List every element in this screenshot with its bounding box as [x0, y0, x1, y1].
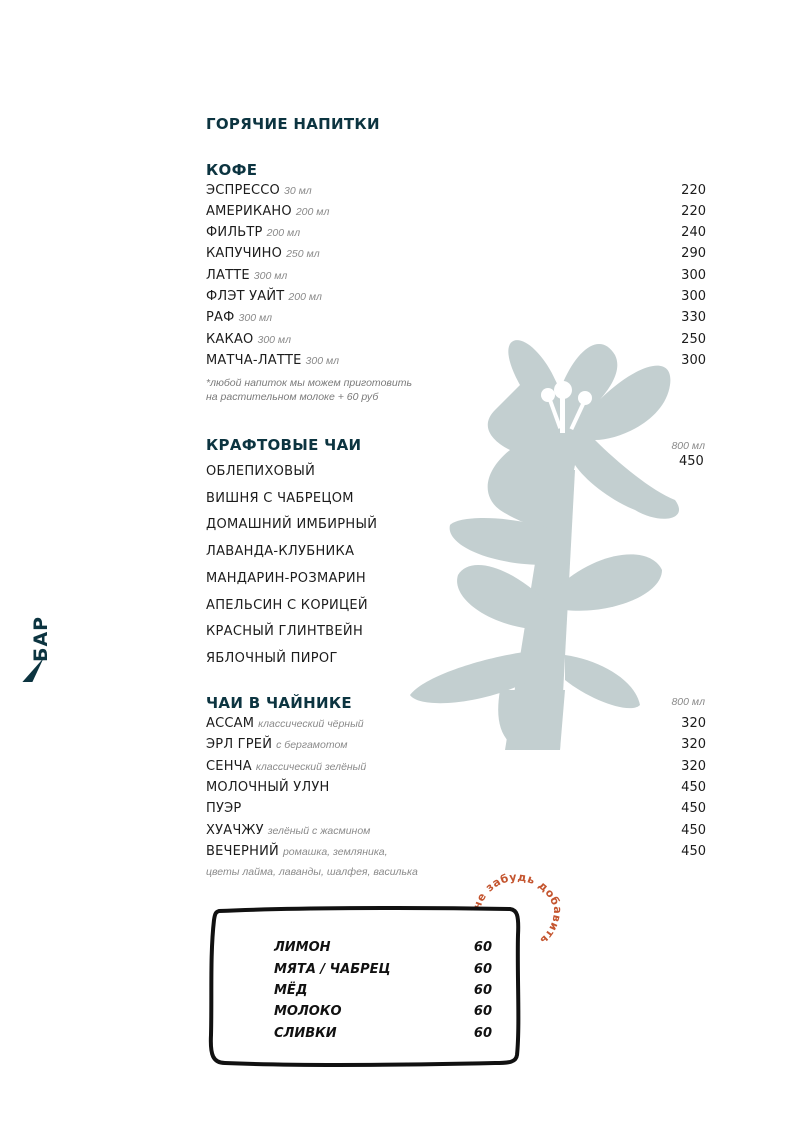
item-price: 450: [681, 823, 706, 838]
menu-item: [206, 204, 706, 225]
menu-item: [206, 225, 706, 246]
addon-name: МЯТА / ЧАБРЕЦ: [274, 962, 391, 977]
item-price: 320: [681, 737, 706, 752]
item-desc-continued: цветы лайма, лаванды, шалфея, василька: [206, 866, 418, 878]
plant-milk-note: [206, 376, 412, 404]
flower-illustration: [400, 330, 700, 750]
item-volume: 300 мл: [253, 270, 288, 282]
addon-price: 60: [473, 1026, 492, 1041]
page-title: ГОРЯЧИЕ НАПИТКИ: [206, 115, 380, 133]
tea-item: АПЕЛЬСИН С КОРИЦЕЙ: [206, 598, 368, 613]
coffee-title: КОФЕ: [206, 161, 258, 179]
menu-item: [206, 332, 706, 353]
item-name: ПУЭР: [206, 801, 242, 816]
item-volume: 300 мл: [257, 334, 292, 346]
item-volume: 250 мл: [286, 248, 320, 260]
menu-item: [206, 780, 706, 801]
menu-item: [206, 844, 706, 865]
tea-item: ОБЛЕПИХОВЫЙ: [206, 464, 316, 479]
menu-item: [206, 823, 706, 844]
item-volume: 200 мл: [288, 291, 322, 303]
menu-item: [206, 268, 706, 289]
item-name: СЕНЧА: [206, 759, 252, 774]
item-name: ЭРЛ ГРЕЙ: [206, 737, 273, 752]
teapot-teas-title: ЧАИ В ЧАЙНИКЕ: [206, 694, 352, 712]
addon-item: [274, 962, 492, 977]
addon-item: [274, 1026, 492, 1041]
item-name: ФЛЭТ УАЙТ: [206, 289, 285, 304]
item-price: 220: [681, 183, 706, 198]
tea-item: ЯБЛОЧНЫЙ ПИРОГ: [206, 651, 338, 666]
item-price: 240: [681, 225, 706, 240]
menu-item: [206, 737, 706, 758]
item-price: 300: [681, 353, 706, 368]
addon-price: 60: [473, 1004, 492, 1019]
addon-name: МЁД: [274, 983, 308, 998]
item-desc: зелёный с жасмином: [267, 825, 371, 837]
addon-price: 60: [473, 940, 492, 955]
item-name: ЭСПРЕССО: [206, 183, 280, 198]
item-desc: ромашка, земляника,: [282, 846, 388, 858]
item-name: РАФ: [206, 310, 235, 325]
item-name: ФИЛЬТР: [206, 225, 263, 240]
item-volume: 30 мл: [283, 185, 312, 197]
addon-name: СЛИВКИ: [274, 1026, 337, 1041]
item-desc: с бергамотом: [276, 739, 348, 751]
stamp-text: не забудь добавить: [470, 870, 565, 948]
item-price: 320: [681, 759, 706, 774]
menu-item: [206, 759, 706, 780]
item-name: МАТЧА-ЛАТТЕ: [206, 353, 302, 368]
item-price: 220: [681, 204, 706, 219]
menu-item: [206, 353, 706, 374]
addon-name: МОЛОКО: [274, 1004, 342, 1019]
item-price: 250: [681, 332, 706, 347]
item-name: ЛАТТЕ: [206, 268, 250, 283]
menu-item: [206, 246, 706, 267]
tea-item: КРАСНЫЙ ГЛИНТВЕЙН: [206, 624, 364, 639]
item-volume: 200 мл: [266, 227, 301, 239]
item-price: 450: [681, 844, 706, 859]
tea-item: ВИШНЯ С ЧАБРЕЦОМ: [206, 491, 354, 506]
addon-price: 60: [473, 983, 492, 998]
item-price: 450: [681, 801, 706, 816]
item-name: КАКАО: [206, 332, 254, 347]
craft-price: 450: [679, 454, 704, 469]
item-price: 290: [681, 246, 706, 261]
addon-item: [274, 983, 492, 998]
item-name: КАПУЧИНО: [206, 246, 283, 261]
item-name: ХУАЧЖУ: [206, 823, 264, 838]
item-price: 330: [681, 310, 706, 325]
menu-item: [206, 183, 706, 204]
item-desc: классический чёрный: [258, 718, 364, 730]
note-line: на растительном молоке + 60 руб: [206, 391, 379, 403]
addon-item: [274, 1004, 492, 1019]
item-volume: 300 мл: [238, 312, 273, 324]
item-name: АМЕРИКАНО: [206, 204, 292, 219]
tea-item: МАНДАРИН-РОЗМАРИН: [206, 571, 366, 586]
craft-volume: 800 мл: [671, 440, 705, 452]
item-volume: 300 мл: [305, 355, 340, 367]
item-name: АССАМ: [206, 716, 255, 731]
tea-item: ДОМАШНИЙ ИМБИРНЫЙ: [206, 517, 378, 532]
menu-item: [206, 289, 706, 310]
note-line: *любой напиток мы можем приготовить: [206, 377, 412, 389]
craft-teas-title: КРАФТОВЫЕ ЧАИ: [206, 436, 362, 454]
item-price: 320: [681, 716, 706, 731]
menu-item: [206, 716, 706, 737]
item-volume: 200 мл: [295, 206, 330, 218]
tea-item: ЛАВАНДА-КЛУБНИКА: [206, 544, 355, 559]
item-name: ВЕЧЕРНИЙ: [206, 844, 279, 859]
item-price: 300: [681, 289, 706, 304]
item-price: 450: [681, 780, 706, 795]
addon-price: 60: [473, 962, 492, 977]
item-desc: классический зелёный: [255, 761, 367, 773]
menu-item: [206, 801, 706, 822]
item-price: 300: [681, 268, 706, 283]
teapot-volume: 800 мл: [671, 696, 705, 708]
menu-item: [206, 310, 706, 331]
item-name: МОЛОЧНЫЙ УЛУН: [206, 780, 330, 795]
addon-item: [274, 940, 492, 955]
section-side-label: БАР: [30, 615, 52, 662]
addon-name: ЛИМОН: [274, 940, 331, 955]
